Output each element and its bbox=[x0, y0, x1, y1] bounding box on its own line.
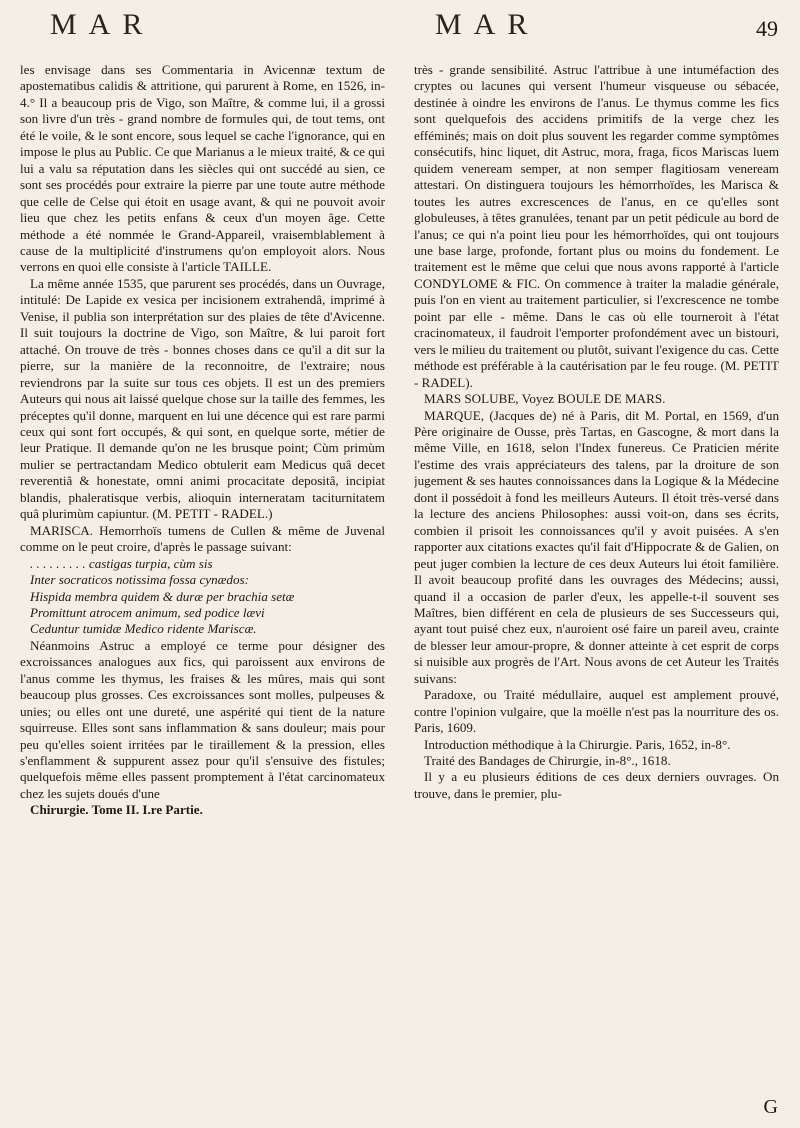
verse-line: Promittunt atrocem animum, sed podice lævi bbox=[30, 604, 265, 620]
page-header bbox=[20, 8, 778, 60]
verse-line: . . . . . . . . . castigas turpia, cùm sis bbox=[30, 555, 213, 571]
paragraph: Paradoxe, ou Traité médullaire, auquel est amplement prouvé, contre l'opinion vulgaire, que la moëlle n'est pas la nourriture des os. Paris, 1609. bbox=[414, 687, 779, 736]
page-number: 49 bbox=[756, 16, 778, 41]
paragraph: Traité des Bandages de Chirurgie, in-8°., 1618. bbox=[424, 753, 671, 769]
running-head-left: MAR bbox=[50, 8, 155, 41]
running-head-right: MAR bbox=[435, 8, 540, 41]
paragraph: MARISCA. Hemorrhoïs tumens de Cullen & même de Juvenal comme on le peut croire, d'après le passage suivant: bbox=[20, 522, 385, 555]
right-column bbox=[414, 62, 779, 1112]
left-column bbox=[20, 62, 385, 1112]
footer-volume-line: Chirurgie. Tome II. I.re Partie. bbox=[30, 802, 203, 818]
paragraph: Néanmoins Astruc a employé ce terme pour désigner des excroissances analogues aux fics, qui paroissent aux environs de l'anus comme les thymus, les fraises & les mûres, mais qui sont beaucoup plus grosses. Ces excroissances sont molles, pulpeuses & unies; ou elles ont une dureté, une aspérité qui tient de la nature squirreuse. Elles sont sans inflammation & sans douleur; mais pour peu qu'elles soient irritées par le tiraillement & la pression, elles s'enflamment & suppurent assez pour qu'il s'ensuive des fistules; quelquefois même elles passent promptement à l'état carcinomateux chez les sujets doués d'une bbox=[20, 637, 385, 801]
paragraph: MARQUE, (Jacques de) né à Paris, dit M. Portal, en 1569, d'un Père originaire de Ousse, près Tartas, en Gascogne, & mort dans la même Ville, en 1618, selon l'Index funereus. Ce Praticien mérite l'estime des vrais appréciateurs des talens, par la droiture de son jugement & ses hautes connoissances dans la Logique & la Médecine dont il possédoit à fond les meilleurs Auteurs. Il étoit très-versé dans la lecture des anciens Philosophes: aussi voit-on, dans ses écrits, combien il prisoit les connoissances qu'il y avoit puisées. A s'en rapporter aux citations exactes qu'il fait d'Hippocrate & de Galien, on peut juger combien la lecture de ces deux Auteurs lui étoit familière. Il avoit beaucoup profité dans les ouvrages des Médecins; aussi, quand il a occasion de parler d'eux, les appelle-t-il souvent ses Maîtres, bien différent en cela de plusieurs de ses Successeurs qui, ayant tout puisé chez eux, n'auroient osé faire un pareil aveu, crainte de blesser leur amour-propre, & donner atteinte à cet esprit de corps si nuisible aux progrès de l'Art. Nous avons de cet Auteur les Traités suivans: bbox=[414, 407, 779, 686]
paragraph: Il y a eu plusieurs éditions de ces deux derniers ouvrages. On trouve, dans le premier, plu- bbox=[414, 769, 779, 801]
paragraph: La même année 1535, que parurent ses procédés, dans un Ouvrage, intitulé: De Lapide ex vesica per incisionem extrahendâ, imprimé à Venise, il publia son interprétation sur des plaies de tête d'Avicenne. Il suit toujours la doctrine de Vigo, son Maître, & lui paroit fort attaché. On trouve de très - bonnes choses dans ce qu'il a dit sur la pierre, sur la manière de la reconnoitre, de l'extraire; nous reviendrons par la suite sur tous ces objets. Il est un des premiers Auteurs qui nous ait laissé quelque chose sur la taille des femmes, les préceptes qu'il donne, marquent en lui une décence qui est rare parmi ceux qui sont fort occupés, & qui sont, en quelque sorte, métier de leur Pratique. Il demande qu'on ne les brusque point; Cùm primùm mulier se pertractandam Medico obtulerit eam Medicus quâ decet reverentiâ & honestate, omni animi procacitate depositâ, incipiat blandis, phaleratisque verbis, alioquin interneratam taciturnitatem quâ plurimùm capiuntur. (M. PETIT - RADEL.) bbox=[20, 275, 385, 522]
signature-mark: G bbox=[763, 1096, 778, 1118]
verse-line: Hispida membra quidem & duræ per brachia setæ bbox=[30, 588, 295, 604]
paragraph: Introduction méthodique à la Chirurgie. Paris, 1652, in-8°. bbox=[424, 736, 731, 752]
verse-line: Ceduntur tumidæ Medico ridente Mariscæ. bbox=[30, 621, 257, 637]
paragraph: les envisage dans ses Commentaria in Avicennæ textum de apostematibus calidis & attritione, qui parurent à Rome, en 1526, in-4.° Il a beaucoup pris de Vigo, son Maître, & comme lui, il a grossi son livre d'un très - grand nombre de formules qui, de tout tems, ont été le voile, & le sont encore, sous lequel se cache l'ignorance, qui en impose le plus au Public. Ce que Marianus a le mieux traité, & ce qui lui a valu sa réputation dans les siècles qui ont succédé au sien, ce sont ses procédés pour extraire la pierre par une toute autre méthode que celle de Celse qui étoit en usage avant, & qui ne pouvoit avoir lieu que chez les petits enfans & ceux d'un moyen âge. Cette méthode a été nommée le Grand-Appareil, vraisemblablement à cause de la multiplicité d'instrumens qu'on employoit alors. Nous verrons en quoi elle consiste à l'article TAILLE. bbox=[20, 62, 385, 275]
verse-line: Inter socraticos notissima fossa cynædos: bbox=[30, 572, 249, 588]
paragraph: très - grande sensibilité. Astruc l'attribue à une intuméfaction des cryptes ou lacunes qui versent l'humeur visqueuse ou sébacée, destinée à oindre les environs de l'anus. Le thymus comme les fics sont quelquefois des accidens primitifs de la verge chez les efféminés; mais on doit plus souvent les regarder comme symptômes consécutifs, hinc liquet, dit Astruc, mora, fraga, ficos Mariscas luem quidem veneream semper, at non semper flagitiosam veneream attestari. On distinguera toujours les hémorrhoïdes, les Marisca & toutes les autres excrescences de l'anus, en ce qu'elles sont globuleuses, à têtes granulées, tenant par un petit pédicule au bord de l'anus; ce qui n'a point lieu pour les hémorrhoïdes, qui ont toujours une base large, profonde, fortant plus ou moins du fondement. Le traitement est le même que celui que nous avons rapporté à l'article CONDYLOME & FIC. On commence à traiter la maladie générale, puis l'on en vient au traitement particulier, si l'excrescence ne tombe point par elle - même. Dans le cas où elle tourneroit à l'état cracinomateux, il faudroit l'emporter profondément avec un bistouri, vers le milieu du traitement ou plutôt, suivant l'exigence du cas. Cette méthode est préférable à la cautérisation par le feu rouge. (M. PETIT - RADEL). bbox=[414, 62, 779, 390]
paragraph: MARS SOLUBE, Voyez BOULE DE MARS. bbox=[424, 391, 666, 407]
